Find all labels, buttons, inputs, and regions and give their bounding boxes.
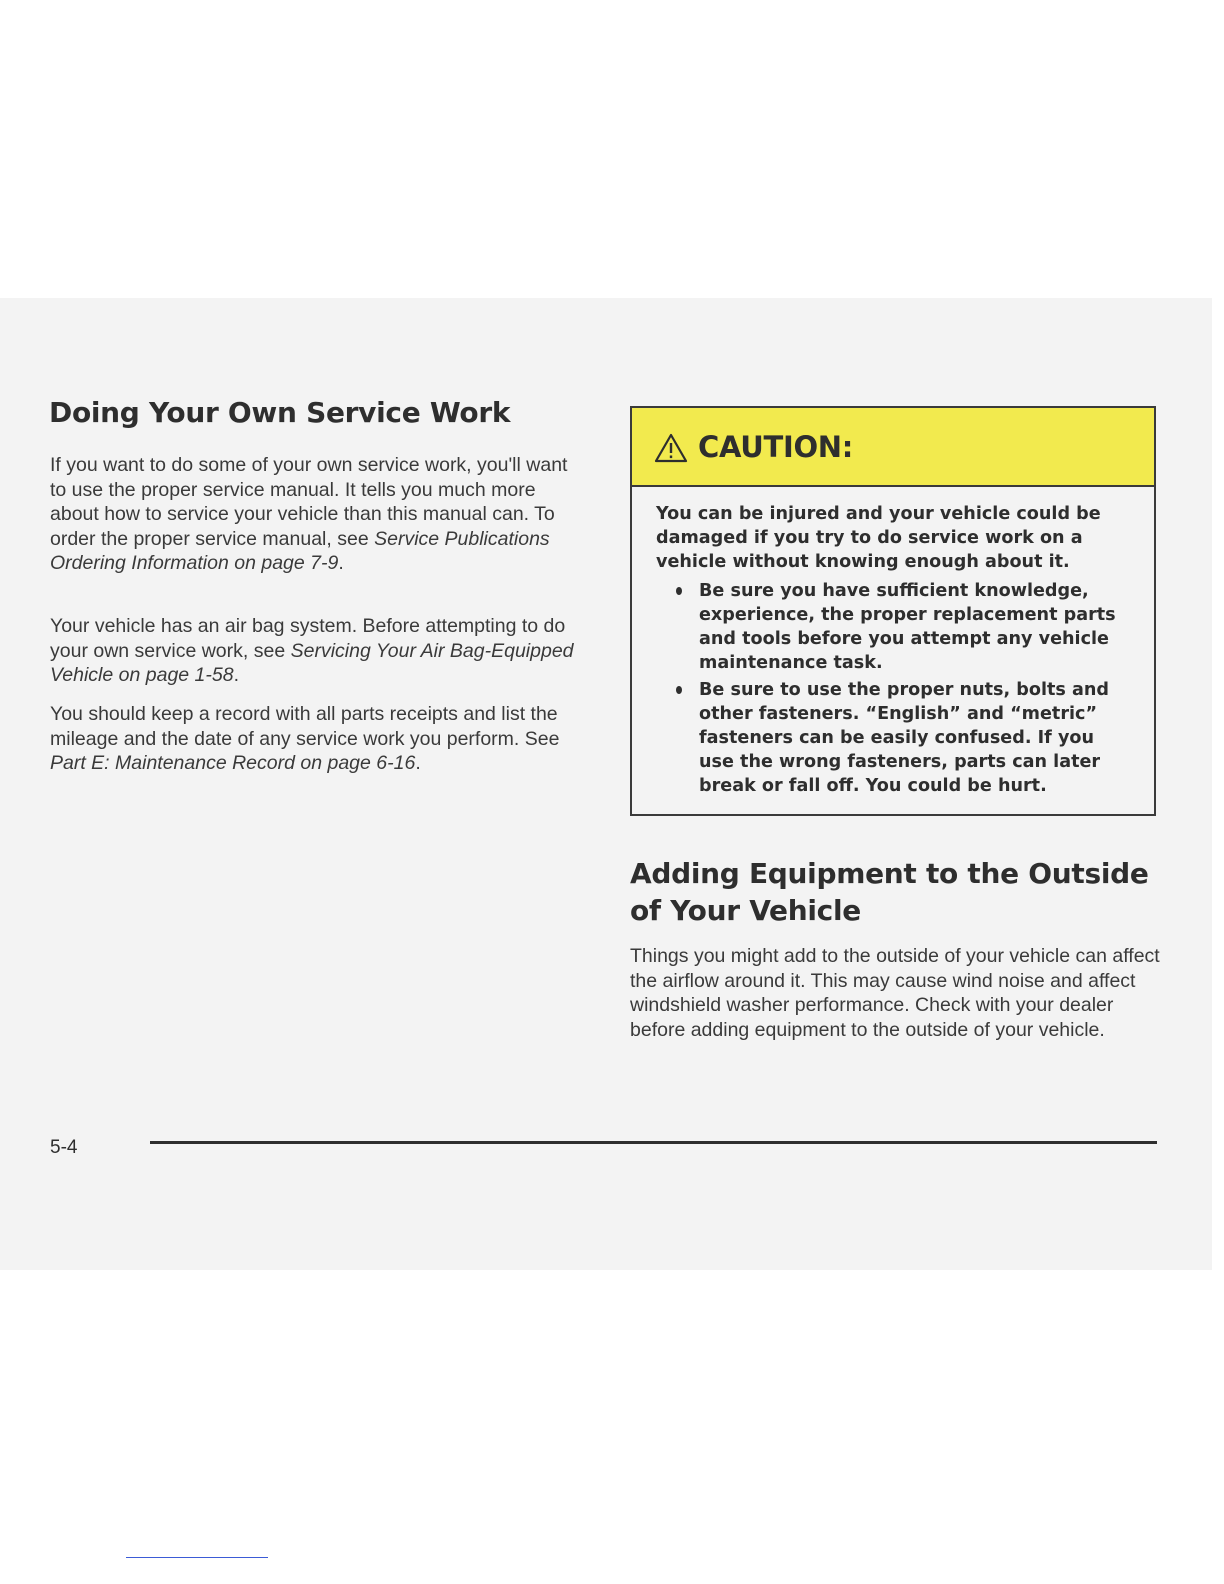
page-number: 5-4 xyxy=(50,1137,78,1158)
section-heading-service-work: Doing Your Own Service Work xyxy=(49,396,511,429)
caution-bullet-text: Be sure you have sufficient knowledge, experience, the proper replacement parts and tools before you attempt any vehicle maintenance task. xyxy=(699,581,1116,673)
cross-reference-link[interactable]: Servicing Your Air Bag-Equipped Vehicle on page 1-58 xyxy=(50,639,574,686)
caution-body xyxy=(632,487,1154,798)
caution-bullet-text: Be sure to use the proper nuts, bolts and other fasteners. “English” and “metric” fasteners can be easily confused. If you use the wrong fasteners, parts can later break or fall off. You could be hurt. xyxy=(699,680,1110,796)
section-heading-adding-equipment: Adding Equipment to the Outside of Your Vehicle xyxy=(630,857,1149,927)
caution-header xyxy=(632,408,1154,487)
warning-triangle-icon xyxy=(654,433,688,463)
cross-reference-link[interactable]: Service Publications Ordering Information on page 7-9 xyxy=(50,527,550,574)
paragraph-text: If you want to do some of your own service work, you'll want to use the proper service manual. It tells you much more about how to service your vehicle than this manual can. To order the proper service manual, see xyxy=(50,454,568,550)
paragraph-air-bag xyxy=(50,614,585,688)
caution-bullet-list xyxy=(656,579,1134,798)
paragraph-end: . xyxy=(338,552,344,574)
bullet-icon xyxy=(676,587,682,595)
paragraph-text: Your vehicle has an air bag system. Before attempting to do your own service work, see xyxy=(50,615,566,662)
caution-title: CAUTION: xyxy=(698,429,854,464)
caution-box xyxy=(630,406,1156,816)
cross-reference-link[interactable]: Part E: Maintenance Record on page 6-16 xyxy=(50,752,416,774)
paragraph-service-manual xyxy=(50,453,585,576)
footer-rule xyxy=(150,1141,1157,1144)
paragraph-record-keeping xyxy=(50,702,595,776)
paragraph-end: . xyxy=(415,752,421,774)
paragraph-adding-equipment: Things you might add to the outside of your vehicle can affect the airflow around it. This may cause wind noise and affect windshield washer performance. Check with your dealer before adding equipment to the outside of your vehicle. xyxy=(630,945,1160,1041)
caution-bullet-item xyxy=(656,678,1134,798)
paragraph-end: . xyxy=(233,664,240,686)
bullet-icon xyxy=(676,686,682,694)
link-underline xyxy=(126,1557,268,1558)
caution-bullet-item xyxy=(656,579,1134,675)
paragraph-text: You should keep a record with all parts receipts and list the mileage and the date of any service work you perform. See xyxy=(50,703,560,750)
caution-intro: You can be injured and your vehicle could be damaged if you try to do service work on a vehicle without knowing enough about it. xyxy=(656,504,1101,572)
